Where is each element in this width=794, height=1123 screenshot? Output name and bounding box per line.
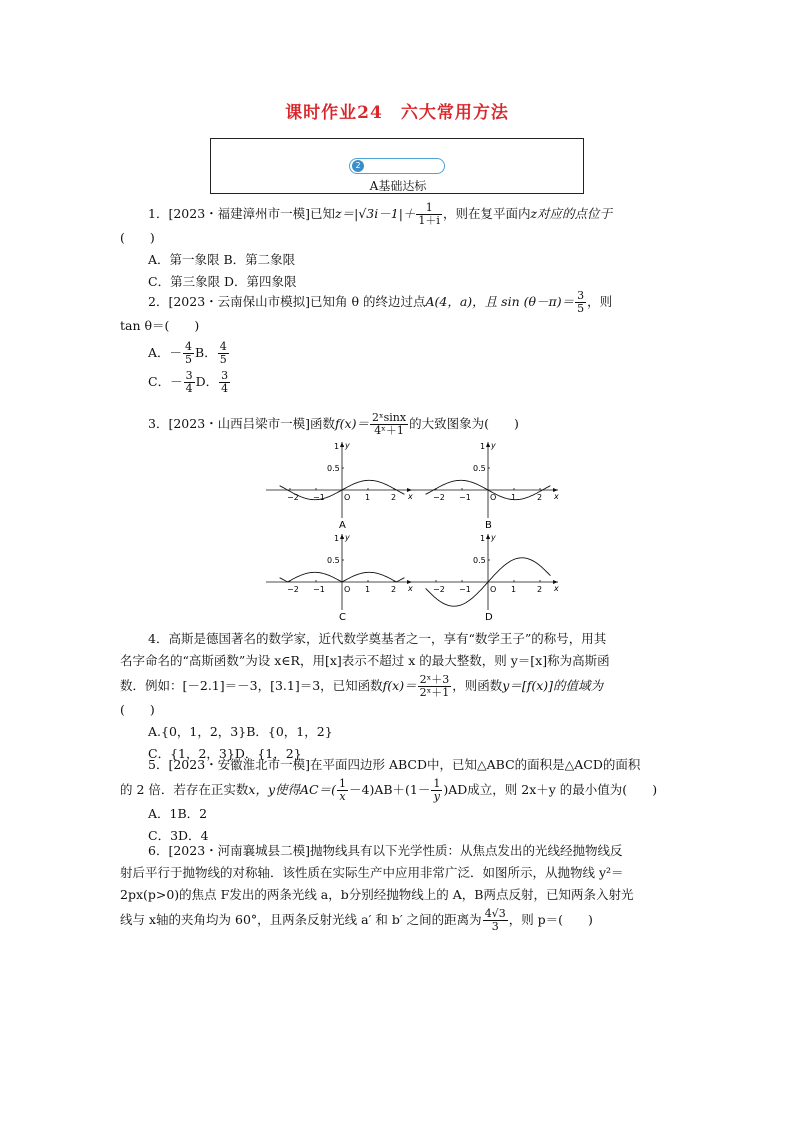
q4-line-1: 4．高斯是德国著名的数学家，近代数学奠基者之一，享有“数学王子”的称号，用其	[148, 631, 607, 646]
x-tick-label: −2	[433, 493, 445, 502]
x-tick-label: −1	[313, 493, 325, 502]
q2-options-ab: A．－ $\frac{4}{5}$ B． $\frac{4}{5}$	[148, 340, 227, 366]
page-title	[0, 98, 794, 123]
y-axis-label: y	[491, 533, 496, 542]
question-3	[120, 412, 680, 437]
section-label: A基础达标	[369, 179, 427, 193]
y-tick-label: 1	[334, 442, 340, 451]
y-tick-label: 0.5	[473, 464, 486, 473]
question-5	[120, 754, 680, 847]
q2-fraction: $\frac{3}{5}$	[577, 289, 585, 315]
x-tick-label: 1	[365, 585, 371, 594]
q5-options-cd: C．3D．4	[148, 828, 209, 843]
q4-fraction: $\frac{\text{2ˣ＋3}}{\text{2ˣ＋1}}$	[419, 673, 450, 699]
q4-options-cd: C．{1，2，3}D．{1，2}	[148, 746, 302, 761]
y-axis-label: y	[345, 441, 350, 450]
origin-label: O	[490, 493, 497, 502]
x-tick-label: 1	[511, 493, 517, 502]
q1-options-cd: C．第三象限 D．第四象限	[148, 274, 297, 289]
x-axis-label: x	[554, 584, 559, 593]
q1-fraction: $\frac{1}{1+i}$	[418, 201, 440, 227]
q2-stem-cont: tan θ＝( )	[120, 318, 200, 333]
x-tick-label: −1	[313, 585, 325, 594]
q3-graph-options	[260, 440, 570, 630]
q5-line-1: 5．[2023・安徽淮北市一模]在平面四边形 ABCD中，已知△ABC的面积是△ACD的面积	[148, 757, 641, 772]
section-badge-pill	[349, 158, 445, 174]
q4-line-2: 名字命名的“高斯函数”为设 x∈R，用[x]表示不超过 x 的最大整数，则 y＝[x]称为高斯函	[120, 653, 610, 668]
graph-option-label: D	[485, 612, 493, 623]
y-tick-label: 1	[480, 534, 486, 543]
title-topic: 六大常用方法	[400, 103, 509, 123]
q1-options-ab: A．第一象限 B．第二象限	[148, 252, 296, 267]
graph-panel-b	[412, 441, 559, 531]
x-tick-label: 2	[537, 585, 543, 594]
origin-label: O	[344, 585, 351, 594]
y-tick-label: 0.5	[473, 556, 486, 565]
q5-options-ab: A．1B．2	[148, 806, 208, 821]
question-2	[120, 290, 680, 395]
x-tick-label: −2	[433, 585, 445, 594]
y-tick-label: 1	[480, 442, 486, 451]
x-axis-label: x	[408, 584, 413, 593]
q1-answer-blank: ( )	[120, 230, 155, 245]
q2-options-cd: C．－ $\frac{3}{4}$ D． $\frac{3}{4}$	[148, 369, 229, 395]
q6-line-1: 6．[2023・河南襄城县二模]抛物线具有以下光学性质：从焦点发出的光线经抛物线反	[148, 843, 623, 858]
y-tick-label: 1	[334, 534, 340, 543]
q4-answer-blank: ( )	[120, 702, 155, 717]
x-tick-label: 1	[365, 493, 371, 502]
graph-panel-a	[266, 441, 413, 531]
q2-stem: 2．[2023・云南保山市模拟]已知角 θ 的终边过点A(4，a)，且 sin (θ－π)＝ $\frac{3}{5}$ ，则	[148, 289, 613, 315]
question-4	[120, 628, 680, 765]
q6-line-4: 线与 x轴的夹角均为 60°，且两条反射光线 a′ 和 b′ 之间的距离为 $\frac{4√3}{3}$ ，则 p＝( )	[120, 907, 593, 933]
x-tick-label: −2	[287, 493, 299, 502]
q6-fraction: $\frac{4√3}{3}$	[484, 907, 506, 933]
x-tick-label: 2	[391, 493, 397, 502]
x-axis-label: x	[408, 492, 413, 501]
x-tick-label: 2	[391, 585, 397, 594]
graph-option-label: B	[485, 520, 492, 531]
title-main: 课时作业24	[285, 103, 383, 123]
x-tick-label: 2	[537, 493, 543, 502]
q3-fraction: $\frac{\text{2ˣsinx}}{\text{4ˣ＋1}}$	[371, 411, 407, 437]
q4-options-ab: A.{0，1，2，3}B．{0，1，2}	[148, 724, 333, 739]
question-1	[120, 202, 680, 293]
q6-line-3: 2px(p>0)的焦点 F发出的两条光线 a，b分别经抛物线上的 A，B两点反射，已知两条入射光	[120, 887, 634, 902]
y-tick-label: 0.5	[327, 556, 340, 565]
q6-line-2: 射后平行于抛物线的对称轴．该性质在实际生产中应用非常广泛．如图所示，从抛物线 y²＝	[120, 865, 624, 880]
question-6	[120, 840, 680, 933]
y-tick-label: 0.5	[327, 464, 340, 473]
section-number-icon: 2	[352, 160, 364, 172]
x-axis-label: x	[554, 492, 559, 501]
graph-panel-d	[412, 533, 559, 623]
x-tick-label: −1	[459, 585, 471, 594]
origin-label: O	[490, 585, 497, 594]
x-tick-label: 1	[511, 585, 517, 594]
x-tick-label: −2	[287, 585, 299, 594]
q3-stem: 3．[2023・山西吕梁市一模]函数f(x)＝ $\frac{\text{2ˣsinx}}{\text{4ˣ＋1}}$ 的大致图象为( )	[148, 411, 519, 437]
graph-option-label: C	[339, 612, 346, 623]
q1-stem: 1．[2023・福建漳州市一模]已知z＝|√3i－1|＋ $\frac{1}{1+i}$ ，则在复平面内z对应的点位于	[148, 201, 613, 227]
y-axis-label: y	[491, 441, 496, 450]
graph-panel-c	[266, 533, 413, 623]
origin-label: O	[344, 493, 351, 502]
y-axis-label: y	[345, 533, 350, 542]
graph-option-label: A	[339, 520, 346, 531]
x-tick-label: −1	[459, 493, 471, 502]
q5-line-2: 的 2 倍．若存在正实数x，y使得AC＝( $\frac{1}{x}$ －4)AB＋(1－ $\frac{1}{y}$ )AD成立，则 2x＋y 的最小值为( )	[120, 777, 658, 803]
section-header-box	[210, 138, 584, 194]
q4-line-3: 数．例如：[－2.1]＝－3，[3.1]＝3，已知函数f(x)＝ $\frac{\text{2ˣ＋3}}{\text{2ˣ＋1}}$ ，则函数y＝[f(x)]的值域为	[120, 673, 604, 699]
